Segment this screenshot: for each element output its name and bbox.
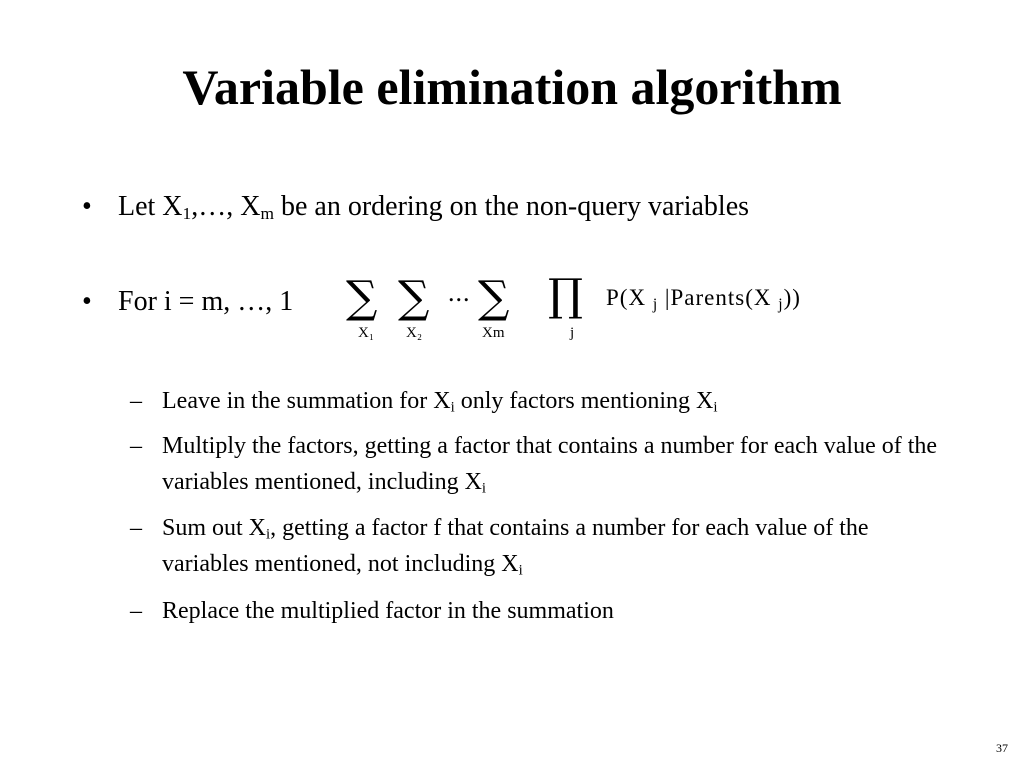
- page-number: 37: [996, 741, 1008, 755]
- text-run: be an ordering on the non-query variables: [273, 191, 750, 222]
- text-run: only factors mentioning X: [454, 388, 714, 414]
- product-symbol: ∏: [548, 270, 584, 321]
- dash-marker: –: [130, 515, 142, 541]
- subscript: 1: [182, 203, 192, 223]
- text-run: Multiply the factors, getting a factor that contains a number for each value of the variables mentioned, including X: [162, 433, 938, 495]
- subscript: i: [450, 399, 455, 416]
- slide-title: Variable elimination algorithm: [182, 59, 842, 115]
- sum-subscript-1: X₁: [358, 325, 375, 341]
- conditional-probability: [606, 285, 801, 313]
- sub-bullet-text: [162, 510, 942, 582]
- bullet-text: [118, 193, 749, 221]
- subscript: j: [652, 295, 659, 313]
- sum-subscript-2: X₂: [406, 325, 423, 341]
- text-run: |Parents(X: [664, 285, 772, 310]
- subscript: j: [778, 295, 784, 313]
- subscript: i: [713, 399, 718, 416]
- sum-subscript-m: Xm: [482, 325, 505, 341]
- text-run: P(X: [606, 285, 647, 310]
- dash-marker: –: [130, 598, 142, 624]
- subscript: i: [266, 526, 271, 543]
- text-run: Leave in the summation for X: [162, 388, 451, 414]
- sum-symbol-1: ∑: [346, 272, 378, 323]
- text-run: ,…, X: [191, 191, 261, 222]
- dash-marker: –: [130, 388, 142, 414]
- bullet-text: For i = m, …, 1: [118, 286, 294, 317]
- text-run: Let X: [118, 191, 183, 222]
- subscript: m: [260, 203, 274, 223]
- ellipsis: ...: [448, 278, 471, 307]
- text-run: )): [783, 285, 801, 310]
- subscript: i: [518, 562, 523, 579]
- subscript: i: [481, 480, 487, 497]
- factorization-formula: [344, 270, 944, 350]
- bullet-marker: •: [82, 286, 92, 317]
- text-run: , getting a factor f that contains a number for each value of the variables mentioned, not including X: [162, 515, 869, 577]
- text-run: Sum out X: [162, 515, 267, 541]
- sum-symbol-2: ∑: [398, 272, 430, 323]
- product-subscript: j: [570, 325, 575, 341]
- sub-bullet-text: Replace the multiplied factor in the summation: [162, 598, 614, 624]
- sum-symbol-m: ∑: [478, 272, 510, 323]
- bullet-marker: •: [82, 191, 92, 222]
- sub-bullet-text: [162, 383, 942, 419]
- sub-bullet-text: [162, 428, 942, 500]
- dash-marker: –: [130, 433, 142, 459]
